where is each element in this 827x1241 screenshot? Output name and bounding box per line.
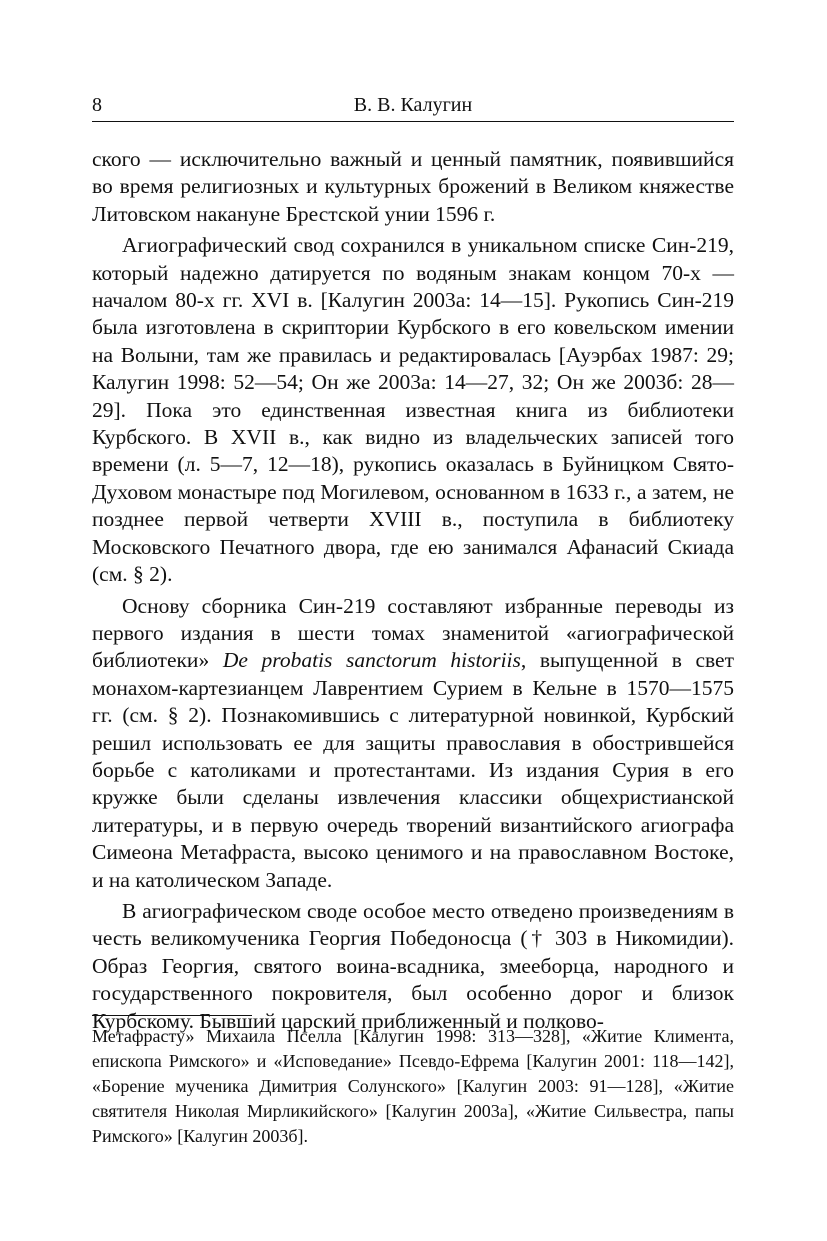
paragraph-continued: ского — исключительно важный и ценный памятник, появившийся во время религиозных и культурных брожений в Великом княжестве Литовском накануне Брестской унии 1596 г. bbox=[92, 147, 734, 226]
page-number: 8 bbox=[92, 94, 102, 116]
paragraph-manuscript-history: Агиографический свод сохранился в уникальном списке Син-219, который надежно датируется по водяным знакам концом 70-х — началом 80-х гг. XVI в. [Калугин 2003а: 14—15]. Рукопись Син-219 была изготовлена в скриптории Курбского в его ковельском имении на Волыни, там же правилась и редактировалась [Ауэрбах 1987: 29; Калугин 1998: 52—54; Он же 2003а: 14—27, 32; Он же 2003б: 28—29]. Пока это единственная известная книга из библиотеки Курбского. В XVII в., как видно из владельческих записей того времени (л. 5—7, 12—18), рукопись оказалась в Буйницком Свято-Духовом монастыре под Могилевом, основанном в 1633 г., а затем, не позднее первой четверти XVIII в., поступила в библиотеку Московского Печатного двора, где ею занимался Афанасий Скиада (см. § 2). bbox=[92, 233, 734, 587]
running-title: В. В. Калугин bbox=[353, 94, 473, 116]
footnote-text: Метафрасту» Михаила Пселла [Калугин 1998: 313—328], «Житие Климента, епископа Римского» и «Исповедание» Псевдо-Ефрема [Калугин 2001: 118—142], «Борение мученика Димитрия Солунского» [Калугин 2003: 91—128], «Житие святителя Николая Мирликийского» [Калугин 2003а], «Житие Сильвестра, папы Римского» [Калугин 2003б]. bbox=[92, 1026, 734, 1146]
footnote bbox=[92, 1024, 734, 1149]
paragraph-text-after-title: , выпущенной в свет монахом-картезианцем Лаврентием Сурием в Кельне в 1570—1575 гг. (см. § 2). Познакомившись с литературной новинкой, Курбский решил использовать ее для защиты православия в обострившейся борьбе с католиками и протестантами. Из издания Сурия в его кружке были сделаны извлечения классики общехристианской литературы, и в первую очередь творений византийского агиографа Симеона Метафраста, высоко ценимого и на православном Востоке, и на католическом Западе. bbox=[92, 648, 734, 892]
paragraph-collection-basis bbox=[92, 593, 734, 894]
italic-book-title: De probatis sanctorum historiis bbox=[222, 648, 521, 673]
footnote-divider bbox=[92, 1015, 252, 1016]
main-text bbox=[92, 146, 734, 1035]
running-head bbox=[92, 93, 734, 122]
paragraph-saint-george: В агиографическом своде особое место отведено произведениям в честь великомученика Георгия Победоносца († 303 в Никомидии). Образ Георгия, святого воина-всадника, змееборца, народного и государственного покровителя, был особенно дорог и близок Курбскому. Бывший царский приближенный и полково- bbox=[92, 898, 734, 1033]
paragraph-text-before-title: Основу сборника Син-219 составляют избранные переводы из первого издания в шести томах знаменитой «агиографической библиотеки» bbox=[92, 593, 734, 673]
